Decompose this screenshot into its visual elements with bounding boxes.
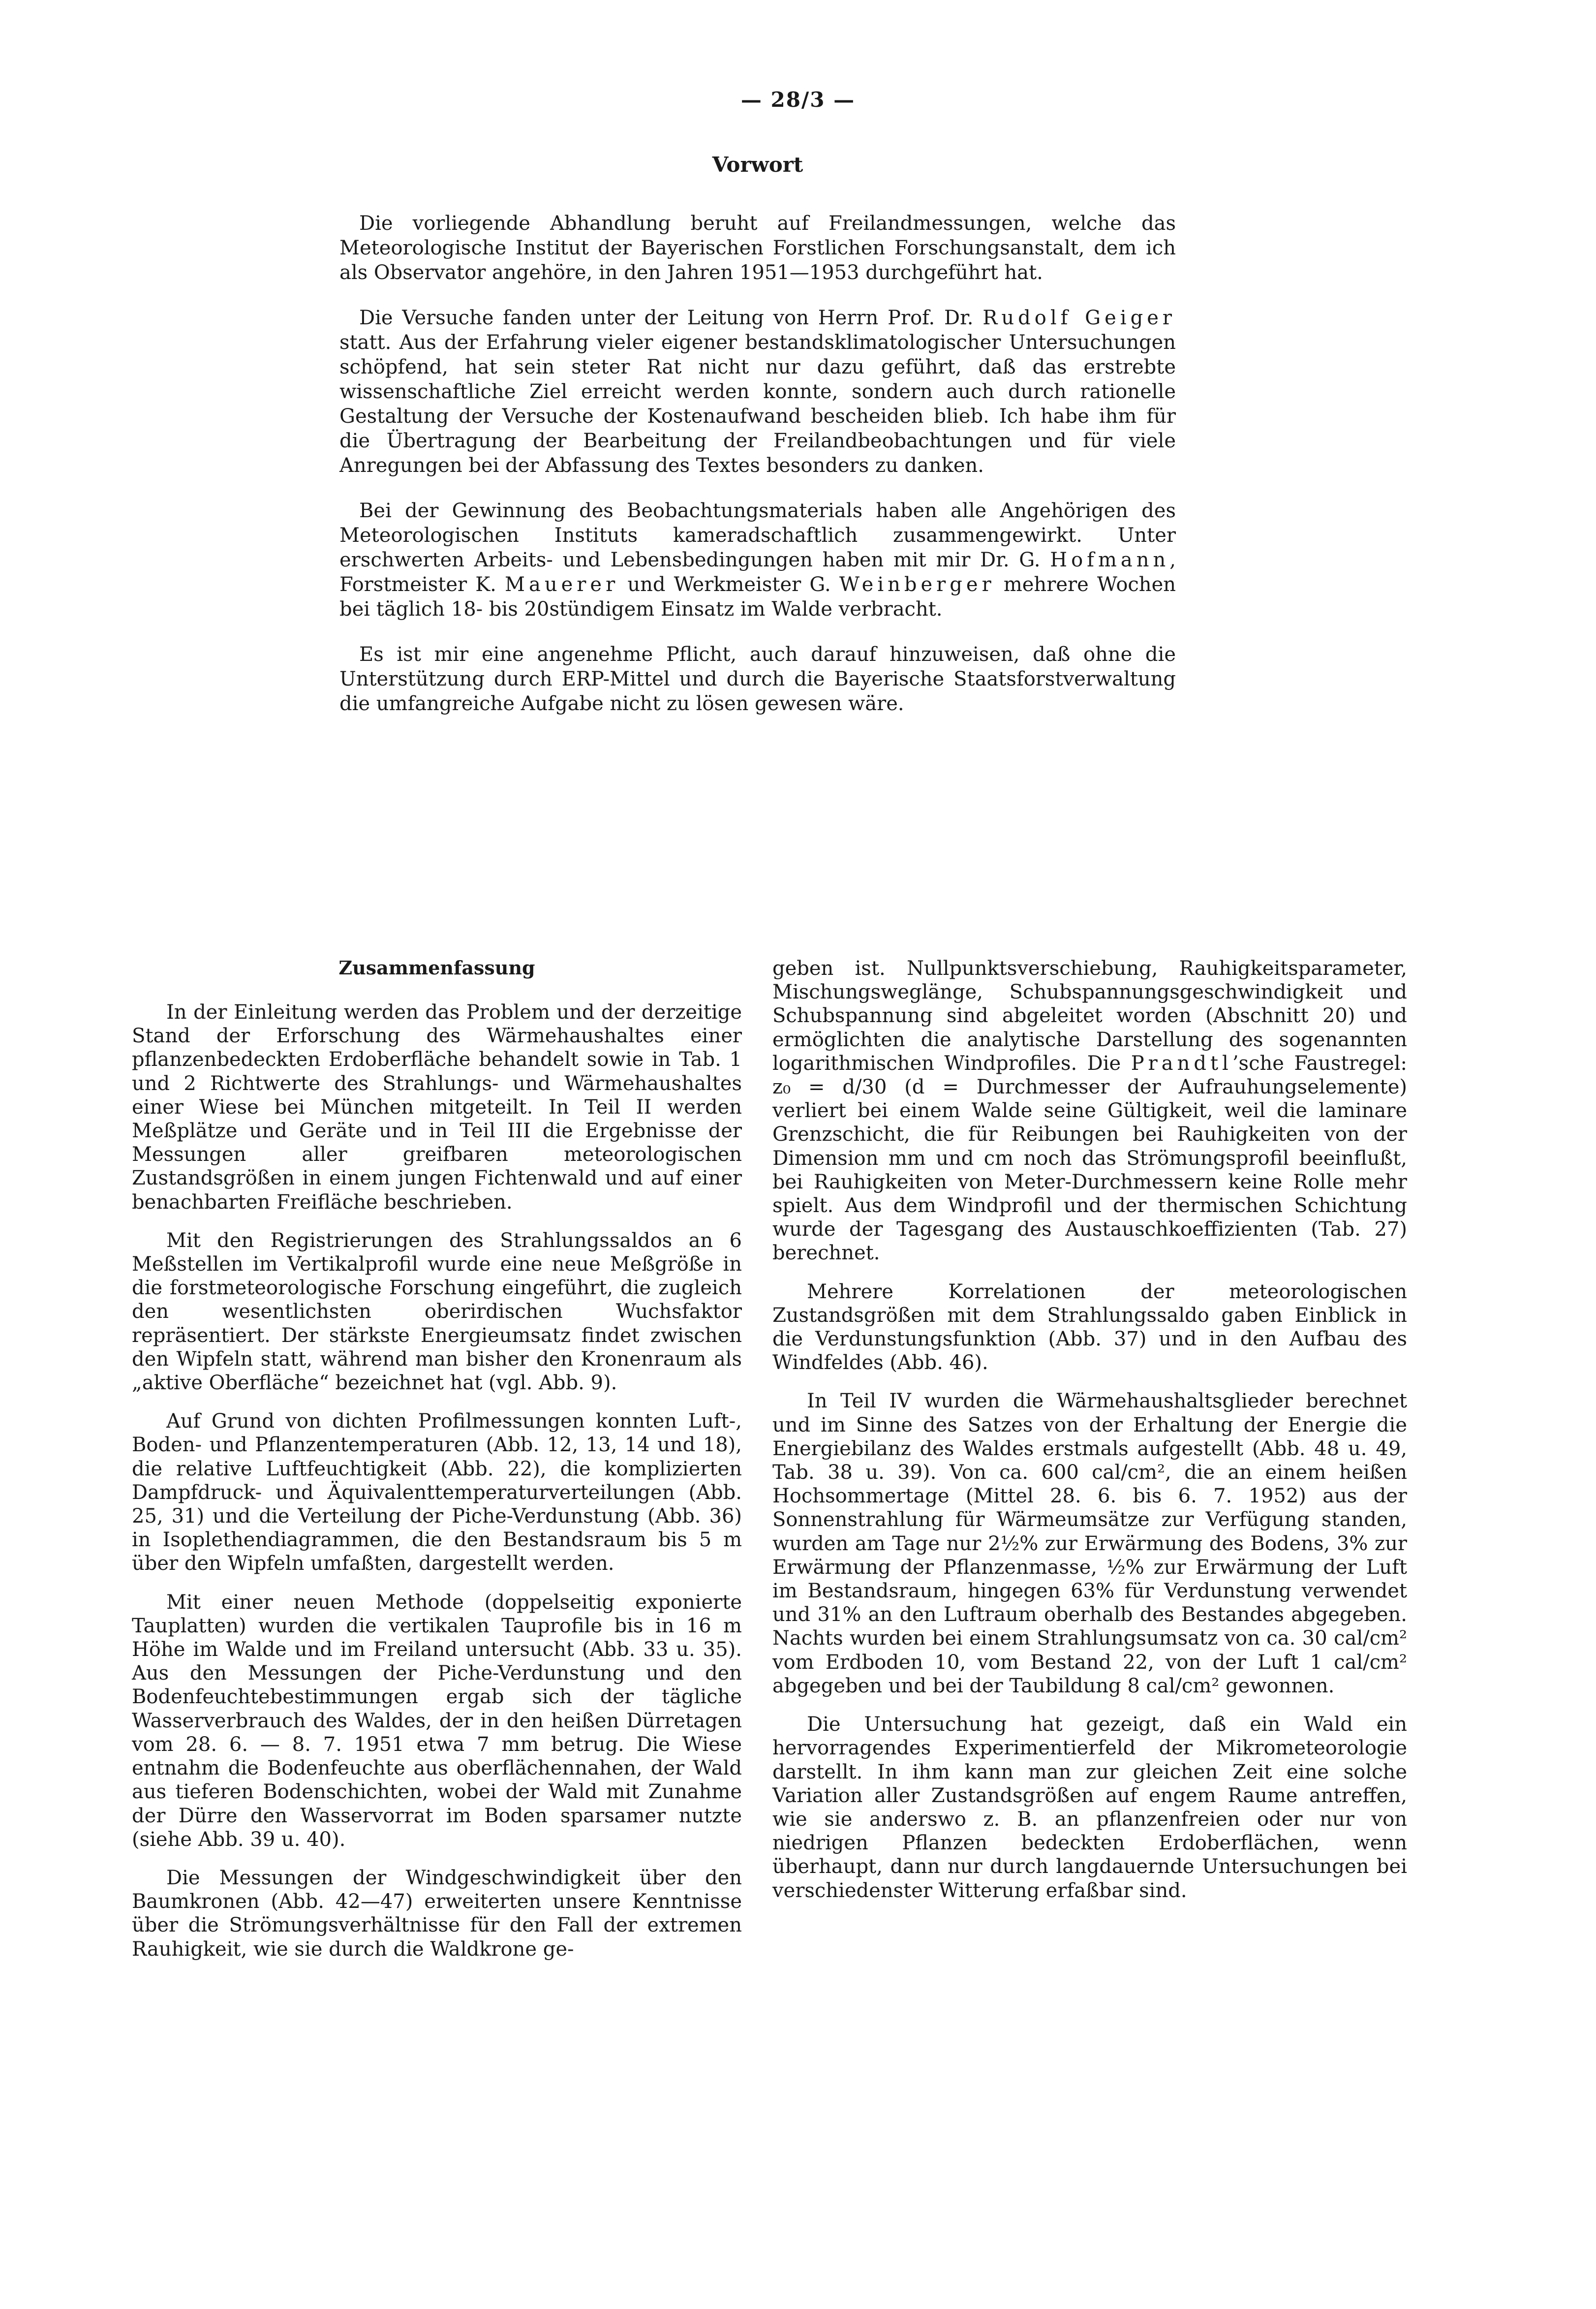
text-run: Bei der Gewinnung des Beobachtungsmaterials haben alle Angehörigen des Meteorologischen Instituts kameradschaftlich zusammengewirkt. Unter erschwerten Arbeits- und Lebensbedingungen haben mit mir Dr. G.	[339, 499, 1176, 571]
text-run: , Forstmeister K.	[339, 549, 1176, 596]
foreword-section	[339, 153, 1176, 737]
text-run: geben ist. Nullpunktsverschiebung, Rauhigkeitsparameter, Mischungsweglänge, Schubspannungsgeschwindigkeit und Schubspannung sind abgeleitet worden (Abschnitt 20) und ermöglichten die analytische Darstellung des sogenannten logarithmischen Windprofiles. Die	[772, 957, 1407, 1075]
summary-paragraph: In der Einleitung werden das Problem und der derzeitige Stand der Erforschung des Wärmehaushaltes einer pflanzenbedeckten Erdoberfläche behandelt sowie in Tab. 1 und 2 Richtwerte des Strahlungs- und Wärmehaushaltes einer Wiese bei München mitgeteilt. In Teil II werden Meßplätze und Geräte und in Teil III die Ergebnisse der Messungen aller greifbaren meteorologischen Zustandsgrößen in einem jungen Fichtenwald und auf einer benachbarten Freifläche beschrieben.	[132, 1001, 742, 1214]
person-name: Rudolf Geiger	[982, 307, 1176, 329]
foreword-paragraph: Die vorliegende Abhandlung beruht auf Freilandmessungen, welche das Meteorologische Institut der Bayerischen Forstlichen Forschungsanstalt, dem ich als Observator angehöre, in den Jahren 1951—1953 durchgeführt hat.	[339, 212, 1176, 284]
text-run: ’sche Faustregel: z₀ = d/30 (d = Durchmesser der Aufrauhungselemente) verliert bei einem Walde seine Gültigkeit, weil die laminare Grenzschicht, die für Reibungen bei Rauhigkeiten von der Dimension mm und cm noch das Strömungsprofil beeinflußt, bei Rauhigkeiten von Meter-Durchmessern keine Rolle mehr spielt. Aus dem Windprofil und der thermischen Schichtung wurde der Tagesgang des Austauschkoeffizienten (Tab. 27) berechnet.	[772, 1052, 1407, 1265]
summary-column-left	[132, 957, 742, 1976]
text-run: Die Versuche fanden unter der Leitung von Herrn Prof. Dr.	[359, 307, 983, 329]
foreword-paragraph	[339, 306, 1176, 478]
text-run: statt. Aus der Erfahrung vieler eigener bestandsklimatologischer Untersuchungen schöpfend, hat sein steter Rat nicht nur dazu geführt, daß das erstrebte wissenschaftliche Ziel erreicht werden konnte, sondern auch durch rationelle Gestaltung der Versuche der Kostenaufwand bescheiden blieb. Ich habe ihm für die Übertragung der Bearbeitung der Freilandbeobachtungen und für viele Anregungen bei der Abfassung des Textes besonders zu danken.	[339, 331, 1176, 477]
person-name: Weinberger	[839, 573, 995, 596]
summary-paragraph: Mehrere Korrelationen der meteorologischen Zustandsgrößen mit dem Strahlungssaldo gaben Einblick in die Verdunstungsfunktion (Abb. 37) und in den Aufbau des Windfeldes (Abb. 46).	[772, 1280, 1407, 1374]
page-number: — 28/3 —	[740, 88, 856, 112]
summary-paragraph: Die Messungen der Windgeschwindigkeit über den Baumkronen (Abb. 42—47) erweiterten unsere Kenntnisse über die Strömungsverhältnisse für den Fall der extremen Rauhigkeit, wie sie durch die Waldkrone ge-	[132, 1866, 742, 1961]
text-run: mehrere Wochen bei täglich 18- bis 20stündigem Einsatz im Walde verbracht.	[339, 573, 1176, 621]
summary-paragraph: In Teil IV wurden die Wärmehaushaltsglieder berechnet und im Sinne des Satzes von der Erhaltung der Energie die Energiebilanz des Waldes erstmals aufgestellt (Abb. 48 u. 49, Tab. 38 u. 39). Von ca. 600 cal/cm², die an einem heißen Hochsommertage (Mittel 28. 6. bis 6. 7. 1952) aus der Sonnenstrahlung für Wärmeumsätze zur Verfügung standen, wurden am Tage nur 2½% zur Erwärmung des Bodens, 3% zur Erwärmung der Pflanzenmasse, ½% zur Erwärmung der Luft im Bestandsraum, hingegen 63% für Verdunstung verwendet und 31% an den Luftraum oberhalb des Bestandes abgegeben. Nachts wurden bei einem Strahlungsumsatz von ca. 30 cal/cm² vom Erdboden 10, vom Bestand 22, von der Luft 1 cal/cm² abgegeben und bei der Taubildung 8 cal/cm² gewonnen.	[772, 1390, 1407, 1697]
summary-paragraph	[772, 957, 1407, 1265]
foreword-paragraph	[339, 499, 1176, 622]
foreword-title: Vorwort	[712, 153, 803, 177]
summary-paragraph: Mit einer neuen Methode (doppelseitig exponierte Tauplatten) wurden die vertikalen Tauprofile bis in 16 m Höhe im Walde und im Freiland untersucht (Abb. 33 u. 35). Aus den Messungen der Piche-Verdunstung und den Bodenfeuchtebestimmungen ergab sich der tägliche Wasserverbrauch des Waldes, der in den heißen Dürretagen vom 28. 6. — 8. 7. 1951 etwa 7 mm betrug. Die Wiese entnahm die Bodenfeuchte aus oberflächennahen, der Wald aus tieferen Bodenschichten, wobei der Wald mit Zunahme der Dürre den Wasservorrat im Boden sparsamer nutzte (siehe Abb. 39 u. 40).	[132, 1591, 742, 1851]
person-name: Hofmann	[1050, 549, 1170, 571]
summary-title: Zusammenfassung	[338, 957, 535, 979]
summary-column-right	[772, 957, 1407, 1917]
person-name: Prandtl	[1131, 1052, 1232, 1075]
summary-paragraph: Die Untersuchung hat gezeigt, daß ein Wald ein hervorragendes Experimentierfeld der Mikrometeorologie darstellt. In ihm kann man zur gleichen Zeit eine solche Variation aller Zustandsgrößen auf engem Raume antreffen, wie sie anderswo z. B. an pflanzenfreien oder nur von niedrigen Pflanzen bedeckten Erdoberflächen, wenn überhaupt, dann nur durch langdauernde Untersuchungen bei verschiedenster Witterung erfaßbar sind.	[772, 1713, 1407, 1902]
summary-paragraph: Auf Grund von dichten Profilmessungen konnten Luft-, Boden- und Pflanzentemperaturen (Abb. 12, 13, 14 und 18), die relative Luftfeuchtigkeit (Abb. 22), die komplizierten Dampfdruck- und Äquivalenttemperaturverteilungen (Abb. 25, 31) und die Verteilung der Piche-Verdunstung (Abb. 36) in Isoplethendiagrammen, die den Bestandsraum bis 5 m über den Wipfeln umfaßten, dargestellt werden.	[132, 1410, 742, 1575]
summary-paragraph: Mit den Registrierungen des Strahlungssaldos an 6 Meßstellen im Vertikalprofil wurde eine neue Meßgröße in die forstmeteorologische Forschung eingeführt, die zugleich den wesentlichsten oberirdischen Wuchsfaktor repräsentiert. Der stärkste Energieumsatz findet zwischen den Wipfeln statt, während man bisher den Kronenraum als „aktive Oberfläche“ bezeichnet hat (vgl. Abb. 9).	[132, 1229, 742, 1395]
text-run: und Werkmeister G.	[619, 573, 839, 596]
foreword-paragraph: Es ist mir eine angenehme Pflicht, auch darauf hinzuweisen, daß ohne die Unterstützung durch ERP-Mittel und durch die Bayerische Staatsforstverwaltung die umfangreiche Aufgabe nicht zu lösen gewesen wäre.	[339, 643, 1176, 715]
person-name: Mauerer	[505, 573, 619, 596]
